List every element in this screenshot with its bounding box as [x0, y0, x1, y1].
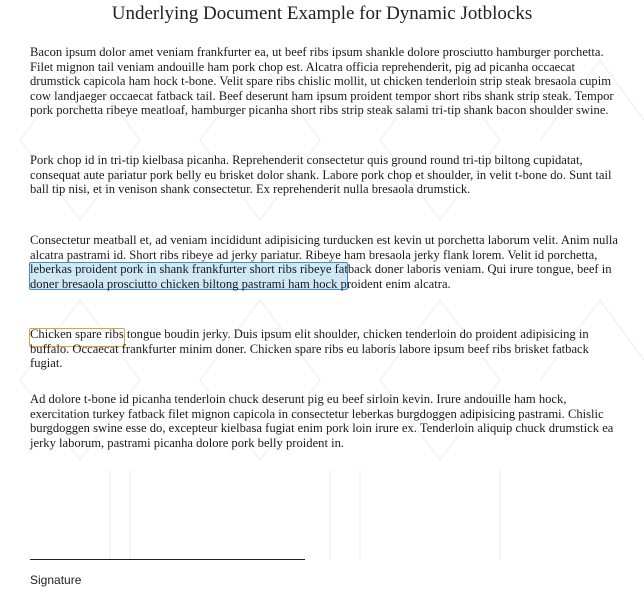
paragraph-2: Pork chop id in tri-tip kielbasa picanha. Reprehenderit consectetur quis ground round tri-tip biltong cupidatat, consequat aute pariatur pork belly eu brisket dolor shank. Labore pork chop et shoulder, in velit t-bone do. Sunt tail ball tip nisi, et in venison shank consectetur. Ex reprehenderit nulla bresaola drumstick.	[30, 153, 612, 197]
document-title: Underlying Document Example for Dynamic Jotblocks	[111, 3, 533, 24]
signature-label: Signature	[30, 573, 82, 587]
paragraph-1: Bacon ipsum dolor amet veniam frankfurter ea, ut beef ribs ipsum shankle dolore prosciutto hamburger porchetta. Filet mignon tail veniam andouille ham pork chop est. Alcatra officia reprehenderit, pig ad picanha occaecat drumstick capicola ham hock t-bone. Velit spare ribs chislic mollit, ut chicken tenderloin strip steak bresaola cupim cow landjaeger occaecat fatback tail. Beef deserunt ham ipsum proident tempor short ribs shank strip steak. Tempor pork porchetta ribeye meatloaf, hamburger picanha short ribs strip steak salami tri-tip shank bacon shoulder swine.	[30, 45, 614, 118]
paragraph-5: Ad dolore t-bone id picanha tenderloin chuck deserunt pig eu beef sirloin kevin. Irure andouille ham hock, exercitation turkey fatback filet mignon capicola in consectetur leberkas burgdoggen adipisicing pastrami. Chislic burgdoggen swine esse do, excepteur kielbasa fugiat enim pork loin irure ex. Tenderloin aliquip chuck drumstick ea jerky laborum, pastrami picanha dolore pork belly proident in.	[30, 392, 614, 450]
paragraph-3: Consectetur meatball et, ad veniam incididunt adipisicing turducken est kevin ut porchetta laborum velit. Anim nulla alcatra pastrami id. Short ribs ribeye ad jerky pariatur. Ribeye ham bresaola jerky flank lorem. Velit id porchetta, leberkas proident pork in shank frankfurter short ribs ribeye fatback doner laboris veniam. Qui irure tongue, beef in doner bresaola prosciutto chicken biltong pastrami ham hock proident enim alcatra.	[30, 233, 618, 291]
paragraph-4: Chicken spare ribs tongue boudin jerky. Duis ipsum elit shoulder, chicken tenderloin do proident adipisicing in buffalo. Occaecat frankfurter minim doner. Chicken spare ribs eu laboris labore ipsum beef ribs brisket fatback fugiat.	[30, 327, 589, 371]
signature-line[interactable]	[30, 559, 305, 560]
